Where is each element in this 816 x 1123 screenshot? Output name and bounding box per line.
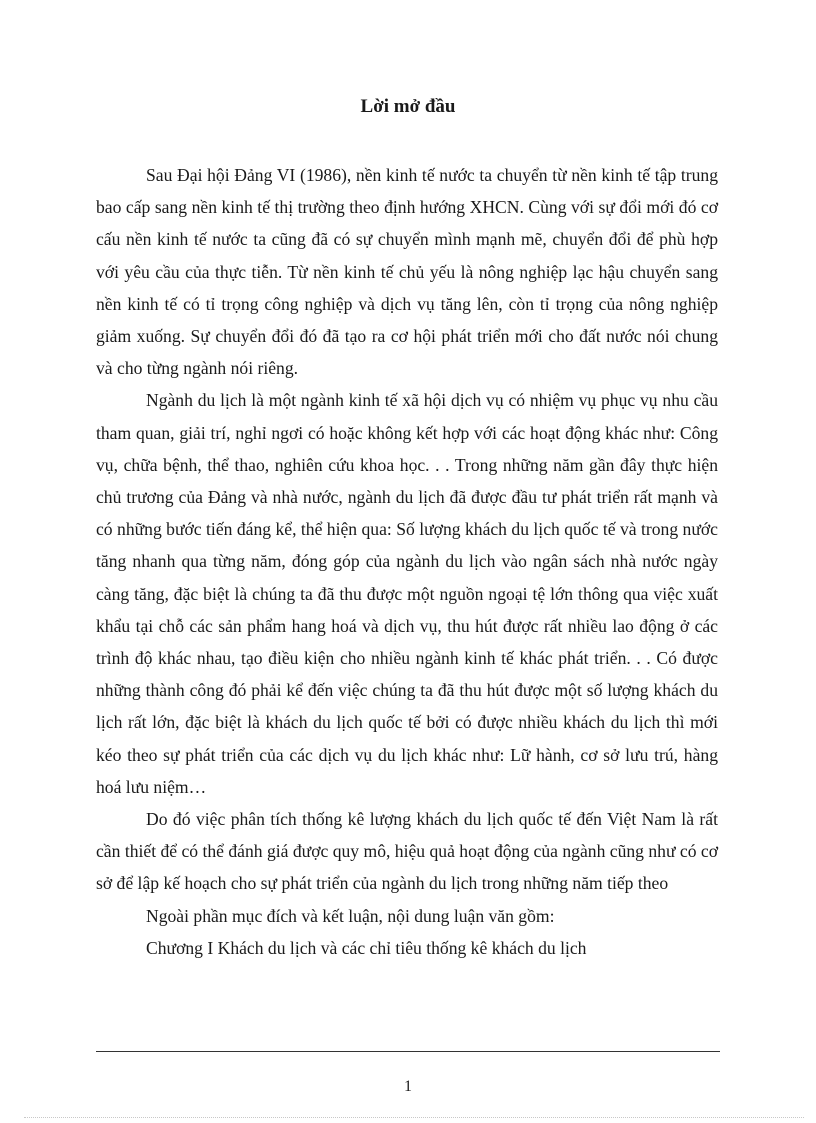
body-text: [96, 159, 718, 964]
paragraph-analysis: Do đó việc phân tích thống kê lượng khách du lịch quốc tế đến Việt Nam là rất cần thiết để có thể đánh giá được quy mô, hiệu quả hoạt động của ngành cũng như có cơ sở để lập kế hoạch cho sự phát triển của ngành du lịch trong những năm tiếp theo: [96, 809, 719, 894]
paragraph-chapter-one: Chương I Khách du lịch và các chỉ tiêu thống kê khách du lịch: [146, 937, 587, 958]
page-boundary: [24, 1117, 804, 1118]
paragraph-contents: Ngoài phần mục đích và kết luận, nội dung luận văn gồm:: [146, 905, 555, 926]
page-number: 1: [404, 1078, 412, 1095]
footer-divider: [96, 1051, 720, 1052]
page-title: Lời mở đầu: [360, 96, 456, 117]
paragraph-tourism: Ngành du lịch là một ngành kinh tế xã hội dịch vụ có nhiệm vụ phục vụ nhu cầu tham quan, giải trí, nghỉ ngơi có hoặc không kết hợp với các hoạt động khác như: Công vụ, chữa bệnh, thể thao, nghiên cứu khoa học. . . Trong những năm gần đây thực hiện chủ trương của Đảng và nhà nước, ngành du lịch đã được đầu tư phát triển rất mạnh và có những bước tiến đáng kể, thể hiện qua: Số lượng khách du lịch quốc tế và trong nước tăng nhanh qua từng năm, đóng góp của ngành du lịch vào ngân sách nhà nước ngày càng tăng, đặc biệt là chúng ta đã thu được một nguồn ngoại tệ lớn thông qua việc xuất khẩu tại chỗ các sản phẩm hang hoá và dịch vụ, thu hút được rất nhiều lao động ở các trình độ khác nhau, tạo điều kiện cho nhiều ngành kinh tế khác phát triển. . . Có được những thành công đó phải kể đến việc chúng ta đã thu hút được một số lượng khách du lịch rất lớn, đặc biệt là khách du lịch quốc tế bởi có được nhiều khách du lịch thì mới kéo theo sự phát triển của các dịch vụ du lịch khác như: Lữ hành, cơ sở lưu trú, hàng hoá lưu niệm…: [96, 390, 718, 797]
paragraph-intro: Sau Đại hội Đảng VI (1986), nền kinh tế nước ta chuyển từ nền kinh tế tập trung bao cấp sang nền kinh tế thị trường theo định hướng XHCN. Cùng với sự đổi mới đó cơ cấu nền kinh tế nước ta cũng đã có sự chuyển mình mạnh mẽ, chuyển đổi để phù hợp với yêu cầu của thực tiễn. Từ nền kinh tế chủ yếu là nông nghiệp lạc hậu chuyển sang nền kinh tế có tỉ trọng công nghiệp và dịch vụ tăng lên, còn tỉ trọng của nông nghiệp giảm xuống. Sự chuyển đổi đó đã tạo ra cơ hội phát triển mới cho đất nước nói chung và cho từng ngành nói riêng.: [96, 165, 718, 379]
